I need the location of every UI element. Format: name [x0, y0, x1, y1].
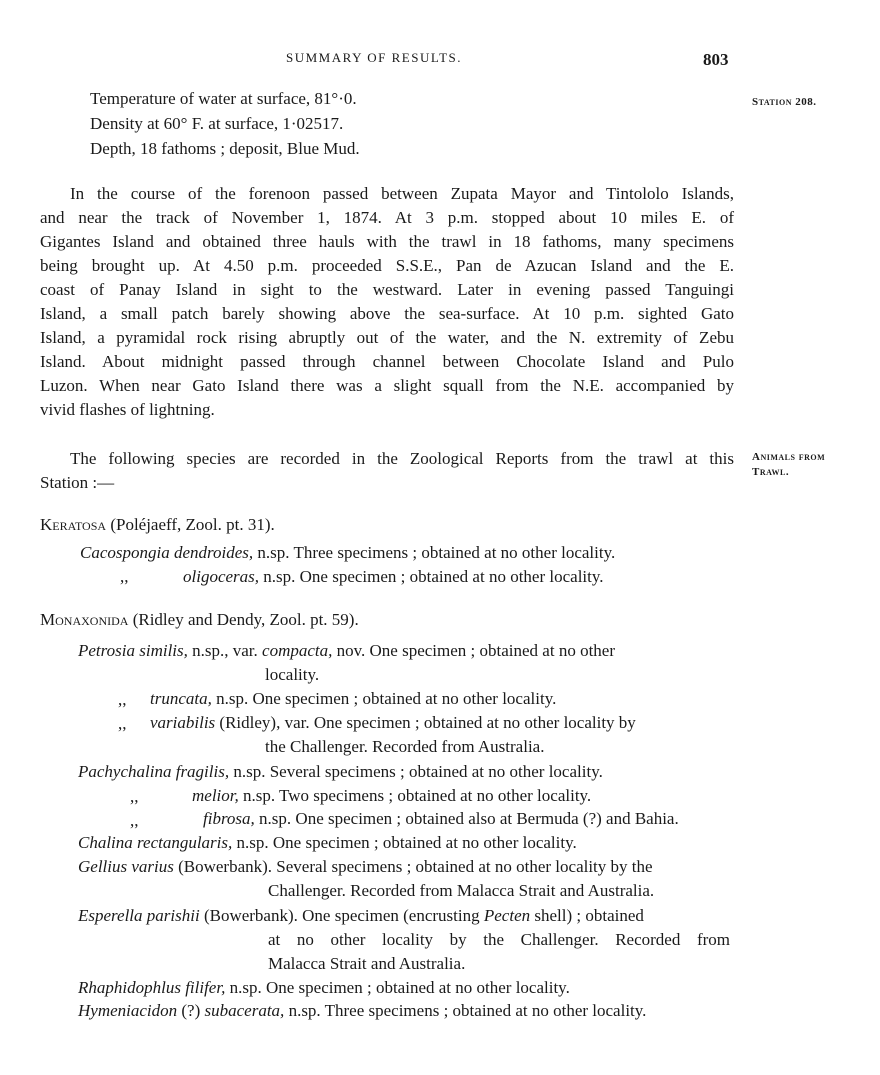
ditto-mark: ,, [120, 567, 129, 586]
ditto-mark: ,, [130, 811, 139, 830]
margin-note-station: Station 208. [752, 96, 817, 108]
condition-depth: Depth, 18 fathoms ; deposit, Blue Mud. [90, 139, 360, 158]
narrative-line: and near the track of November 1, 1874. At 3 p.m. stopped about 10 miles E. of [40, 208, 734, 227]
species-entry: Petrosia similis, n.sp., var. compacta, nov. One specimen ; obtained at no other [78, 641, 615, 660]
species-entry: truncata, n.sp. One specimen ; obtained at no other locality. [150, 689, 557, 708]
species-intro-cont: Station :— [40, 473, 115, 492]
narrative-line: Luzon. When near Gato Island there was a slight squall from the N.E. accompanied by [40, 376, 734, 395]
narrative-line: Island. About midnight passed through channel between Chocolate Island and Pulo [40, 352, 734, 371]
species-entry: Chalina rectangularis, n.sp. One specimen ; obtained at no other locality. [78, 833, 577, 852]
species-entry: Rhaphidophlus filifer, n.sp. One specimen ; obtained at no other locality. [78, 978, 570, 997]
ditto-mark: ,, [130, 787, 139, 806]
species-entry: Hymeniacidon (?) subacerata, n.sp. Three specimens ; obtained at no other locality. [78, 1001, 647, 1020]
species-entry: melior, n.sp. Two specimens ; obtained at no other locality. [192, 786, 592, 805]
page-number: 803 [703, 50, 729, 69]
species-entry: oligoceras, n.sp. One specimen ; obtained at no other locality. [183, 567, 604, 586]
species-entry: Pachychalina fragilis, n.sp. Several specimens ; obtained at no other locality. [78, 762, 603, 781]
narrative-line: Gigantes Island and obtained three hauls with the trawl in 18 fathoms, many specimens [40, 232, 734, 251]
ditto-mark: ,, [118, 690, 127, 709]
species-entry: Cacospongia dendroides, n.sp. Three specimens ; obtained at no other locality. [80, 543, 616, 562]
narrative-line: In the course of the forenoon passed between Zupata Mayor and Tintololo Islands, [70, 184, 734, 203]
species-entry: Gellius varius (Bowerbank). Several specimens ; obtained at no other locality by the [78, 857, 653, 876]
condition-temperature: Temperature of water at surface, 81°·0. [90, 89, 357, 108]
ditto-mark: ,, [118, 714, 127, 733]
narrative-line: coast of Panay Island in sight to the westward. Later in evening passed Tanguingi [40, 280, 734, 299]
margin-note-trawl: Trawl. [752, 466, 790, 478]
species-entry: Esperella parishii (Bowerbank). One specimen (encrusting Pecten shell) ; obtained [78, 906, 644, 925]
species-entry-cont: locality. [265, 665, 320, 684]
narrative-line: being brought up. At 4.50 p.m. proceeded S.S.E., Pan de Azucan Island and the E. [40, 256, 734, 275]
narrative-line: vivid flashes of lightning. [40, 400, 215, 419]
narrative-line: Island, a pyramidal rock rising abruptly out of the water, and the N. extremity of Zebu [40, 328, 734, 347]
species-entry: variabilis (Ridley), var. One specimen ; obtained at no other locality by [150, 713, 636, 732]
species-entry-cont: Challenger. Recorded from Malacca Strait and Australia. [268, 881, 655, 900]
group-heading-monaxonida: Monaxonida (Ridley and Dendy, Zool. pt. 59). [40, 610, 359, 629]
species-intro: The following species are recorded in the Zoological Reports from the trawl at this [70, 449, 734, 468]
species-entry-cont: the Challenger. Recorded from Australia. [265, 737, 545, 756]
narrative-line: Island, a small patch barely showing above the sea-surface. At 10 p.m. sighted Gato [40, 304, 734, 323]
margin-note-animals: Animals from [752, 451, 826, 463]
running-header: SUMMARY OF RESULTS. [286, 50, 463, 65]
group-heading-keratosa: Keratosa (Poléjaeff, Zool. pt. 31). [40, 515, 275, 534]
species-entry: fibrosa, n.sp. One specimen ; obtained also at Bermuda (?) and Bahia. [203, 809, 679, 828]
condition-density: Density at 60° F. at surface, 1·02517. [90, 114, 344, 133]
species-entry-cont: at no other locality by the Challenger. Recorded from [268, 930, 730, 949]
species-entry-cont: Malacca Strait and Australia. [268, 954, 466, 973]
